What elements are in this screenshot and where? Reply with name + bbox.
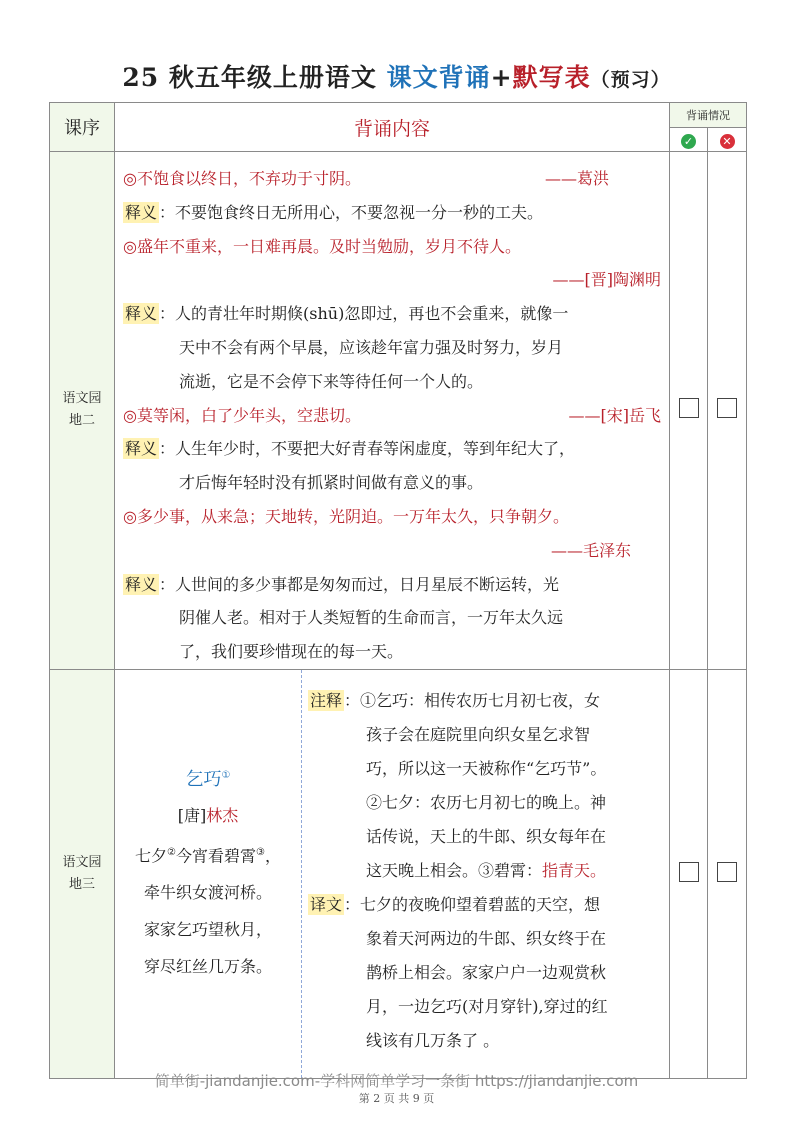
poem: [115, 670, 302, 1078]
poem-line: 家家乞巧望秋月，: [143, 920, 272, 940]
recitation-table: [49, 102, 747, 1079]
header-lesson: 课序: [50, 103, 115, 152]
note-tag: 注释: [310, 690, 343, 710]
explanation-tag: 释义: [125, 304, 158, 324]
note-text: ②七夕：农历七月初七的晚上。神: [366, 792, 607, 812]
explanation: 了，我们要珍惜现在的每一天。: [179, 642, 404, 662]
no-checkbox[interactable]: [717, 398, 737, 418]
title-part-recite: 课文背诵: [386, 63, 491, 92]
quote: ◎多少事，从来急；天地转，光阴迫。一万年太久，只争朝夕。: [123, 506, 569, 526]
status-cell: [670, 152, 708, 670]
translation-text: 月，一边乞巧(对月穿针),穿过的红: [366, 996, 608, 1016]
title-plus: +: [490, 63, 513, 92]
header-status: 背诵情况: [670, 103, 747, 128]
ok-checkbox[interactable]: [679, 398, 699, 418]
header-ok: [670, 127, 708, 152]
poem-title: 乞巧: [185, 768, 222, 790]
poem-line: 穿尽红丝几万条。: [143, 957, 272, 977]
note-text: 指青天。: [542, 860, 607, 880]
poem-text: 今宵看碧霄: [175, 846, 256, 866]
poem-line: 牵牛织女渡河桥。: [143, 883, 272, 903]
footer-watermark: 简单街-jiandanjie.com-学科网简单学习一条街 https://jiandanjie.com: [154, 1072, 639, 1090]
poem-text: ，: [264, 846, 281, 866]
header-no: [708, 127, 747, 152]
table-row: [50, 152, 747, 670]
recitation-content: [115, 152, 670, 670]
note-text: 这天晚上相会。③碧霄：: [366, 860, 543, 880]
explanation: ：人生年少时，不要把大好青春等闲虚度，等到年纪大了，: [159, 439, 576, 459]
explanation: 天中不会有两个早晨，应该趁年富力强及时努力，岁月: [179, 337, 564, 357]
lesson-label-line: 语文园: [62, 854, 102, 870]
status-cell: [708, 669, 747, 1078]
page-number: 第 2 页 共 9 页: [358, 1092, 435, 1105]
lesson-label-line: 语文园: [62, 391, 102, 407]
header-content: 背诵内容: [115, 103, 670, 152]
explanation: ：人的青壮年时期倏(shū)忽即过，再也不会重来，就像一: [159, 304, 569, 324]
lesson-label-line: 地三: [68, 876, 95, 892]
explanation: 阴催人老。相对于人类短暂的生命而言，一万年太久远: [179, 608, 564, 628]
lesson-label-line: 地二: [68, 413, 95, 429]
translation-text: 鹊桥上相会。家家户户一边观赏秋: [366, 962, 607, 982]
note-text: ：①乞巧：相传农历七月初七夜，女: [344, 690, 601, 710]
lesson-label: [50, 669, 115, 1078]
explanation-tag: 释义: [125, 202, 158, 222]
title-part-grade: 25 秋五年级上册语文: [122, 63, 377, 92]
note-text: 孩子会在庭院里向织女星乞求智: [366, 724, 591, 744]
check-icon: ✓: [681, 134, 696, 149]
poem-dynasty: [唐]: [177, 805, 207, 825]
ok-checkbox[interactable]: [679, 862, 699, 882]
author: ——毛泽东: [550, 540, 631, 560]
quote: ◎不饱食以终日，不弃功于寸阴。: [123, 169, 361, 188]
status-cell: [708, 152, 747, 670]
translation-text: 线该有几万条了 。: [366, 1030, 500, 1050]
note-marker: ①: [221, 769, 231, 781]
page-title: [0, 58, 793, 94]
quote: ◎盛年不重来，一日难再晨。及时当勉励，岁月不待人。: [123, 236, 521, 256]
note-text: 巧，所以这一天被称作“乞巧节”。: [366, 758, 607, 778]
translation-tag: 译文: [310, 894, 343, 914]
title-part-preview: （预习）: [590, 69, 671, 91]
quote: ◎莫等闲，白了少年头，空悲切。: [123, 405, 361, 425]
explanation: ：人世间的多少事都是匆匆而过，日月星辰不断运转，光: [159, 574, 560, 594]
title-part-dictation: 默写表: [512, 63, 591, 92]
poem-notes: [302, 670, 669, 1078]
author: ——[晋]陶渊明: [552, 270, 661, 290]
poem-text: 七夕: [135, 846, 168, 866]
translation-text: 象着天河两边的牛郎、织女终于在: [366, 928, 607, 948]
poem-poet: 林杰: [206, 805, 239, 825]
author: ——葛洪: [544, 169, 609, 188]
note-marker: ②: [167, 846, 176, 858]
explanation: 流逝，它是不会停下来等待任何一个人的。: [179, 371, 484, 391]
status-cell: [670, 669, 708, 1078]
author: ——[宋]岳飞: [568, 405, 661, 425]
no-checkbox[interactable]: [717, 862, 737, 882]
lesson-label: [50, 152, 115, 670]
explanation: 才后悔年轻时没有抓紧时间做有意义的事。: [179, 473, 484, 493]
note-marker: ③: [256, 846, 265, 858]
translation-text: ：七夕的夜晚仰望着碧蓝的天空，想: [344, 894, 601, 914]
table-row: [50, 669, 747, 1078]
explanation-tag: 释义: [125, 574, 158, 594]
poem-content: [115, 669, 670, 1078]
cross-icon: ✕: [720, 134, 735, 149]
explanation: ：不要饱食终日无所用心，不要忽视一分一秒的工夫。: [159, 202, 544, 222]
note-text: 话传说，天上的牛郎、织女每年在: [366, 826, 607, 846]
explanation-tag: 释义: [125, 439, 158, 459]
